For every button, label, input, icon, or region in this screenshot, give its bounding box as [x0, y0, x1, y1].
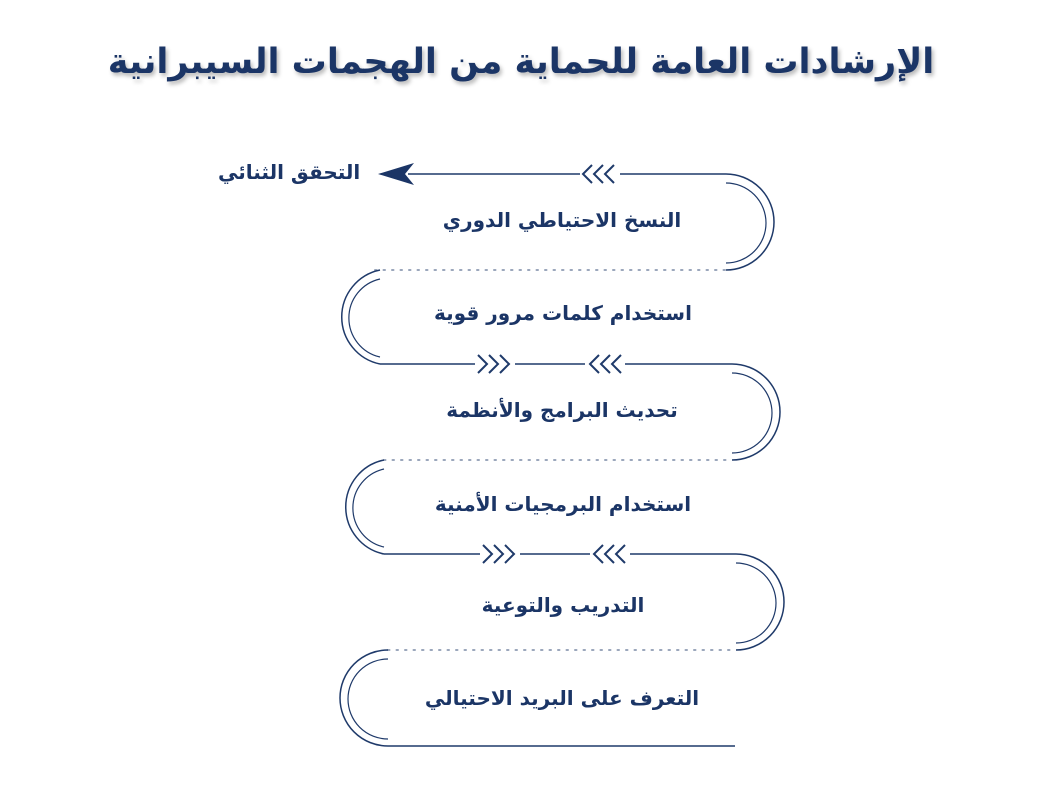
step-5: التدريب والتوعية — [481, 593, 645, 617]
step-4: استخدام البرمجيات الأمنية — [434, 492, 692, 516]
left-arc-2 — [346, 460, 384, 554]
step-3: تحديث البرامج والأنظمة — [446, 398, 678, 422]
end-label: التحقق الثنائي — [218, 160, 361, 184]
step-2: استخدام كلمات مرور قوية — [434, 301, 692, 325]
right-arc-1 — [726, 174, 774, 270]
right-arc-2 — [732, 364, 780, 460]
chevron-left-icon — [590, 355, 621, 373]
chevron-right-icon — [483, 545, 514, 563]
left-arc-3 — [340, 650, 388, 746]
chevron-right-icon — [478, 355, 509, 373]
step-6: التعرف على البريد الاحتيالي — [424, 686, 700, 710]
step-1: النسخ الاحتياطي الدوري — [442, 208, 682, 232]
page-title: الإرشادات العامة للحماية من الهجمات السيبرانية — [107, 42, 935, 82]
left-arc-1 — [342, 270, 380, 364]
right-arc-3 — [736, 554, 784, 650]
chevron-left-icon — [594, 545, 625, 563]
chevron-left-icon — [583, 165, 614, 183]
